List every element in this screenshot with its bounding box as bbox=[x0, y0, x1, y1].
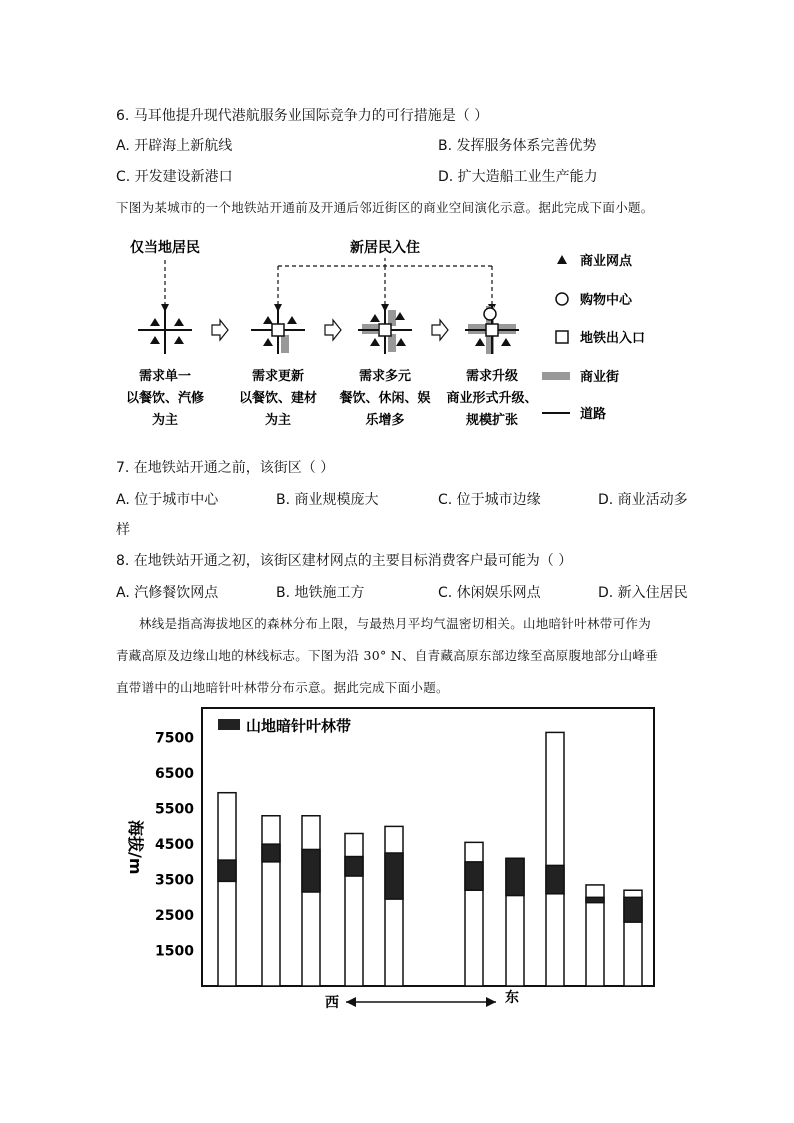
legend-label-shopping-center: 购物中心 bbox=[580, 293, 633, 308]
question-8-stem: 8. 在地铁站开通之初，该街区建材网点的主要目标消费客户最可能为（ ） bbox=[116, 553, 573, 569]
legend-label-commercial-street: 商业街 bbox=[580, 370, 620, 385]
stage-1-map bbox=[138, 306, 192, 354]
arrow-icon bbox=[432, 320, 448, 340]
y-tick-label: 4500 bbox=[155, 837, 194, 854]
stage-3-caption-1: 需求多元 bbox=[358, 369, 412, 384]
q6-option-d[interactable]: D. 扩大造船工业生产能力 bbox=[438, 169, 598, 185]
stage-3-caption-2: 餐饮、休闲、娱 bbox=[339, 391, 431, 406]
east-label: 东 bbox=[505, 990, 519, 1006]
triangle-icon bbox=[557, 255, 567, 264]
street-icon bbox=[542, 372, 570, 380]
y-axis-label: 海拔/m bbox=[126, 820, 145, 875]
label-local-residents: 仅当地居民 bbox=[130, 240, 200, 256]
peak-bar bbox=[218, 793, 236, 986]
peak-bar bbox=[302, 816, 320, 986]
stage-1-caption-2: 以餐饮、汽修 bbox=[125, 391, 205, 406]
question-6-stem: 6. 马耳他提升现代港航服务业国际竞争力的可行措施是（ ） bbox=[116, 108, 489, 124]
y-tick-label: 5500 bbox=[155, 801, 194, 818]
forest-belt-segment bbox=[262, 844, 280, 862]
legend-label-commercial-outlet: 商业网点 bbox=[580, 254, 633, 269]
peak-bar bbox=[546, 732, 564, 986]
arrow-icon bbox=[325, 320, 341, 340]
forest-belt-segment bbox=[624, 897, 642, 922]
forest-belt-segment bbox=[506, 858, 524, 895]
forest-belt-chart bbox=[110, 700, 670, 1020]
peak-bar bbox=[262, 816, 280, 986]
q6-option-c[interactable]: C. 开发建设新港口 bbox=[116, 169, 233, 185]
stage-3-map bbox=[358, 306, 412, 354]
q7-option-d-wrap: 样 bbox=[116, 522, 130, 538]
chart-intro-line-2: 青藏高原及边缘山地的林线标志。下图为沿 30° N、自青藏高原东部边缘至高原腹地部分山峰垂 bbox=[116, 648, 659, 663]
legend-swatch-icon bbox=[218, 719, 240, 730]
square-icon bbox=[556, 331, 568, 343]
legend-label-road: 道路 bbox=[580, 407, 607, 422]
diagram-legend bbox=[542, 253, 645, 422]
chart-intro-line-3: 直带谱中的山地暗针叶林带分布示意。据此完成下面小题。 bbox=[116, 680, 449, 695]
forest-belt-segment bbox=[345, 857, 363, 877]
forest-belt-segment bbox=[546, 865, 564, 893]
q6-option-a[interactable]: A. 开辟海上新航线 bbox=[116, 138, 233, 154]
forest-belt-segment bbox=[465, 862, 483, 890]
q8-option-c[interactable]: C. 休闲娱乐网点 bbox=[438, 585, 541, 601]
q6-option-b[interactable]: B. 发挥服务体系完善优势 bbox=[438, 138, 597, 154]
forest-belt-segment bbox=[385, 853, 403, 899]
q7-option-b[interactable]: B. 商业规模庞大 bbox=[276, 492, 379, 508]
y-tick-label: 7500 bbox=[155, 730, 194, 747]
chart-intro-line-1: 林线是指高海拔地区的森林分布上限，与最热月平均气温密切相关。山地暗针叶林带可作为 bbox=[139, 616, 652, 631]
forest-belt-segment bbox=[586, 897, 604, 902]
stage-4-caption-3: 规模扩张 bbox=[465, 413, 519, 428]
stage-1-caption-3: 为主 bbox=[151, 413, 179, 428]
y-tick-labels bbox=[155, 731, 194, 960]
stage-2-caption-2: 以餐饮、建材 bbox=[238, 391, 318, 406]
q7-option-c[interactable]: C. 位于城市边缘 bbox=[438, 492, 541, 508]
stage-2-caption-1: 需求更新 bbox=[251, 369, 305, 384]
q8-option-b[interactable]: B. 地铁施工方 bbox=[276, 585, 365, 601]
q7-option-a[interactable]: A. 位于城市中心 bbox=[116, 492, 219, 508]
y-tick-label: 1500 bbox=[155, 943, 194, 960]
west-label: 西 bbox=[325, 995, 339, 1011]
stage-3-caption-3: 乐增多 bbox=[365, 413, 405, 428]
forest-belt-segment bbox=[302, 849, 320, 892]
forest-belt-segment bbox=[218, 860, 236, 881]
commercial-evolution-diagram bbox=[110, 230, 680, 440]
stage-4-map bbox=[465, 306, 519, 354]
q7-option-d[interactable]: D. 商业活动多 bbox=[598, 492, 688, 508]
q8-option-a[interactable]: A. 汽修餐饮网点 bbox=[116, 585, 219, 601]
question-7-stem: 7. 在地铁站开通之前，该街区（ ） bbox=[116, 460, 335, 476]
legend-label-subway-entrance: 地铁出入口 bbox=[580, 331, 646, 346]
stage-1-caption-1: 需求单一 bbox=[138, 369, 192, 384]
arrow-icon bbox=[212, 320, 228, 340]
stage-4-caption-1: 需求升级 bbox=[465, 369, 519, 384]
chart-legend-label: 山地暗针叶林带 bbox=[246, 717, 352, 735]
diagram-intro-text: 下图为某城市的一个地铁站开通前及开通后邻近街区的商业空间演化示意。据此完成下面小题。 bbox=[116, 200, 654, 215]
circle-icon bbox=[556, 293, 568, 305]
stage-4-caption-2: 商业形式升级、 bbox=[446, 391, 538, 406]
y-tick-label: 3500 bbox=[155, 872, 194, 889]
stage-2-caption-3: 为主 bbox=[264, 413, 292, 428]
y-tick-label: 6500 bbox=[155, 766, 194, 783]
label-new-residents: 新居民入住 bbox=[350, 240, 420, 256]
stage-2-map bbox=[251, 306, 305, 354]
peak-bar bbox=[385, 826, 403, 986]
q8-option-d[interactable]: D. 新入住居民 bbox=[598, 585, 688, 601]
y-tick-label: 2500 bbox=[155, 908, 194, 925]
